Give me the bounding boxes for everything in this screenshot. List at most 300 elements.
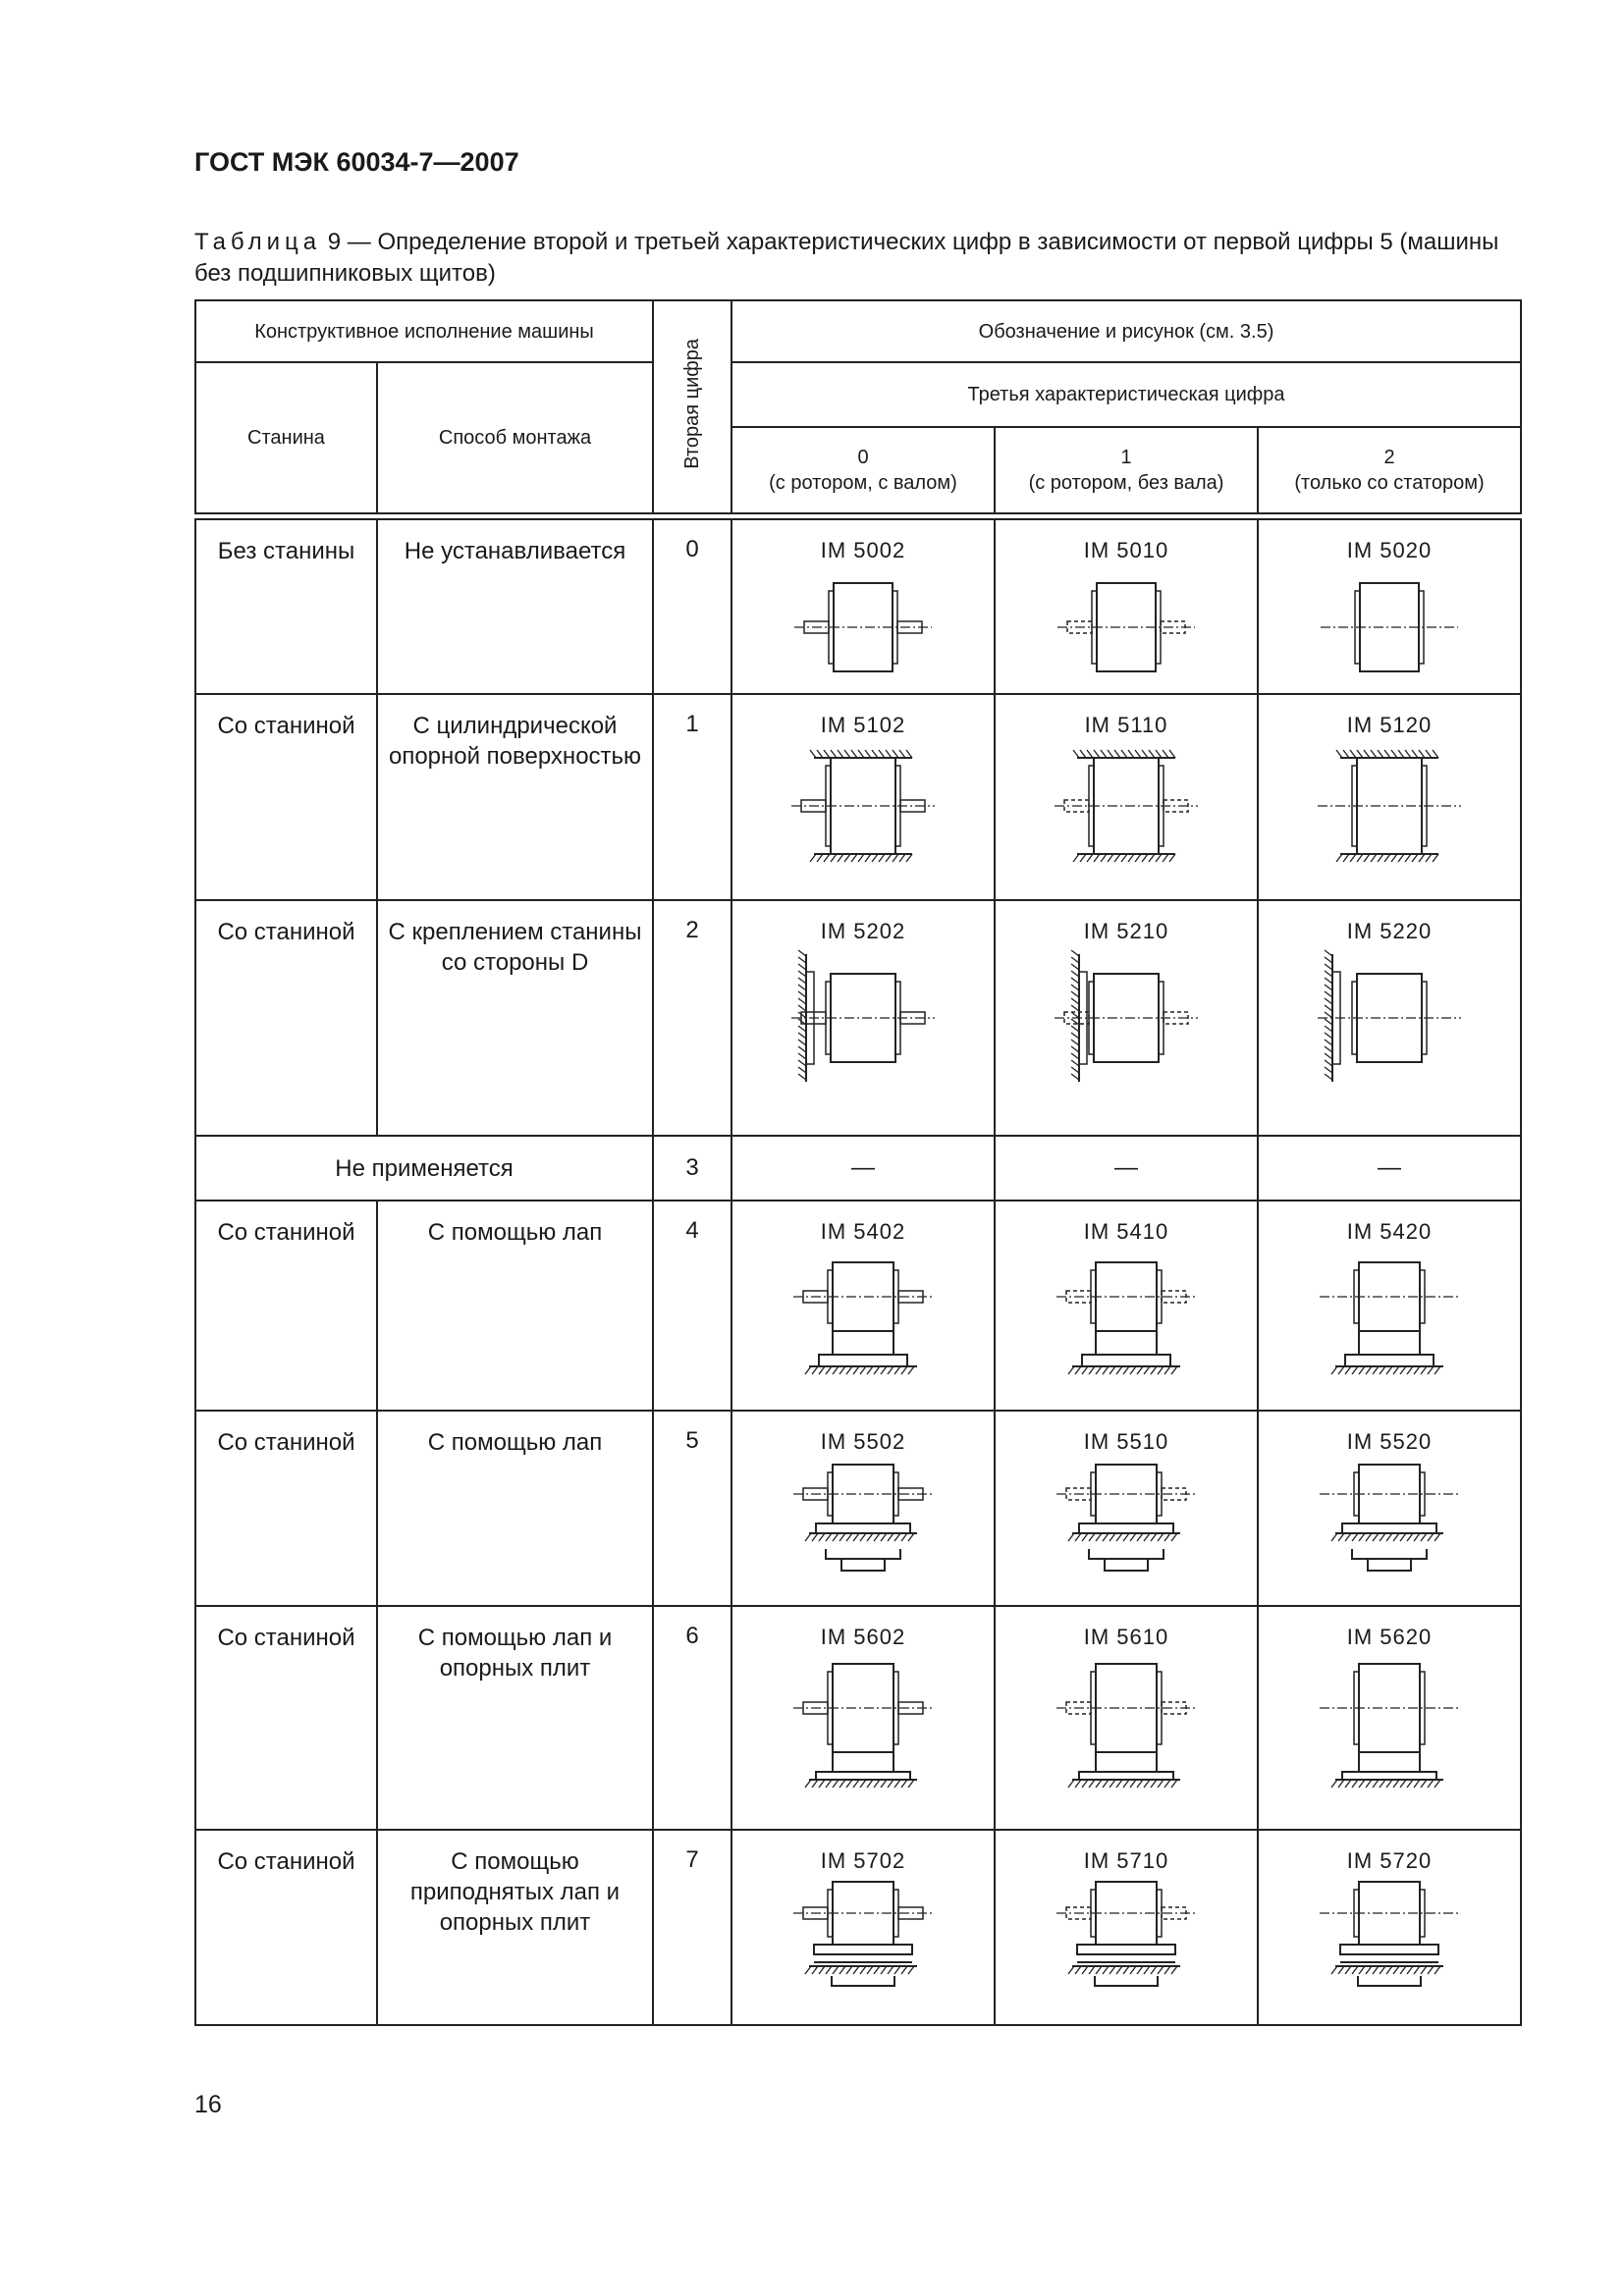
hatch-stroke: [867, 1966, 873, 1974]
hatch-stroke: [1103, 1966, 1109, 1974]
hatch-stroke: [1171, 1366, 1177, 1374]
hatch-stroke: [1373, 1780, 1379, 1788]
header-col-0-desc: (с ротором, с валом): [769, 472, 957, 494]
hatch-stroke: [1391, 854, 1397, 862]
hatch-stroke: [881, 1366, 887, 1374]
hatch-stroke: [805, 1780, 811, 1788]
hatch-stroke: [1082, 1966, 1088, 1974]
header-construction: Конструктивное исполнение машины: [195, 300, 653, 362]
digit-cell: 0: [653, 519, 731, 694]
hatch-stroke: [860, 1780, 866, 1788]
support-base: [1352, 1549, 1427, 1571]
hatch-stroke: [1071, 1046, 1079, 1052]
header-col-2: [1258, 427, 1521, 513]
hatch-stroke: [1071, 1026, 1079, 1032]
hatch-stroke: [1373, 1966, 1379, 1974]
hatch-stroke: [805, 1966, 811, 1974]
mounting-cell: С помощью приподнятых лап и опорных плит: [377, 1830, 653, 2025]
hatch-stroke: [860, 1366, 866, 1374]
hatch-stroke: [1071, 1060, 1079, 1066]
hatch-stroke: [1116, 1966, 1122, 1974]
support-base: [1358, 1976, 1421, 1986]
foot-rail: [1342, 1523, 1436, 1533]
hatch-stroke: [1068, 1780, 1074, 1788]
hatch-stroke: [839, 1366, 845, 1374]
hatch-stroke: [1338, 1966, 1344, 1974]
hatch-stroke: [1156, 750, 1162, 758]
hatch-stroke: [1116, 1366, 1122, 1374]
hatch-stroke: [798, 1012, 806, 1018]
hatch-stroke: [1151, 1780, 1157, 1788]
hatch-stroke: [798, 1046, 806, 1052]
hatch-stroke: [879, 750, 885, 758]
hatch-stroke: [1428, 1966, 1434, 1974]
im-code: IM 5402: [820, 1219, 906, 1244]
hatch-stroke: [1325, 1074, 1332, 1080]
hatch-stroke: [1338, 1366, 1344, 1374]
hatch-stroke: [1080, 854, 1086, 862]
hatch-stroke: [1380, 1533, 1385, 1541]
hatch-stroke: [1137, 1533, 1143, 1541]
hatch-stroke: [798, 978, 806, 984]
hatch-stroke: [1123, 1780, 1129, 1788]
hatch-stroke: [1071, 998, 1079, 1004]
table-caption: [194, 227, 1515, 290]
hatch-stroke: [1164, 1366, 1170, 1374]
hatch-stroke: [1325, 957, 1332, 963]
im-code: IM 5502: [820, 1429, 906, 1454]
hatch-stroke: [1128, 854, 1134, 862]
im-cell: [1258, 694, 1521, 900]
hatch-stroke: [1426, 750, 1432, 758]
hatch-stroke: [1135, 750, 1141, 758]
hatch-stroke: [798, 1053, 806, 1059]
frame-cell: Со станиной: [195, 1201, 377, 1411]
base-plate: [1342, 1772, 1436, 1780]
hatch-stroke: [798, 1040, 806, 1045]
hatch-stroke: [893, 750, 898, 758]
hatch-stroke: [819, 1533, 825, 1541]
hatch-stroke: [1428, 1366, 1434, 1374]
foot-support: [833, 1331, 893, 1355]
hatch-stroke: [1082, 1780, 1088, 1788]
hatch-stroke: [838, 750, 843, 758]
mounting-cell: С помощью лап: [377, 1201, 653, 1411]
hatch-stroke: [872, 750, 878, 758]
hatch-stroke: [1325, 1046, 1332, 1052]
hatch-stroke: [1158, 1780, 1164, 1788]
machine-diagram: [765, 1455, 961, 1582]
hatch-stroke: [1325, 1026, 1332, 1032]
table-row: [195, 1136, 1521, 1201]
hatch-stroke: [1371, 750, 1377, 758]
hatch-stroke: [1096, 1366, 1102, 1374]
hatch-stroke: [1325, 1053, 1332, 1059]
hatch-stroke: [1073, 854, 1079, 862]
hatch-stroke: [1405, 750, 1411, 758]
machine-diagram: [1291, 1455, 1488, 1582]
hatch-stroke: [798, 1033, 806, 1039]
im-code: IM 5410: [1083, 1219, 1169, 1244]
hatch-stroke: [798, 991, 806, 997]
mounting-cell: С креплением станины со стороны D: [377, 900, 653, 1136]
hatch-stroke: [846, 1780, 852, 1788]
hatch-stroke: [1421, 1966, 1427, 1974]
hatch-stroke: [1130, 1533, 1136, 1541]
im-code: IM 5120: [1346, 713, 1433, 737]
hatch-stroke: [1325, 1060, 1332, 1066]
table-row: [195, 1830, 1521, 2025]
hatch-stroke: [1325, 991, 1332, 997]
im-cell: [1258, 1830, 1521, 2025]
hatch-stroke: [1149, 750, 1155, 758]
machine-diagram: [1028, 1874, 1224, 2002]
hatch-stroke: [1142, 854, 1148, 862]
hatch-stroke: [1144, 1780, 1150, 1788]
hatch-stroke: [1094, 854, 1100, 862]
im-cell: [731, 1606, 995, 1830]
hatch-stroke: [1398, 750, 1404, 758]
hatch-stroke: [894, 1366, 900, 1374]
hatch-stroke: [867, 1780, 873, 1788]
foot-rail: [816, 1523, 910, 1533]
hatch-stroke: [1089, 1966, 1095, 1974]
hatch-stroke: [1123, 1366, 1129, 1374]
hatch-stroke: [798, 1005, 806, 1011]
im-cell: [731, 1830, 995, 2025]
hatch-stroke: [1364, 854, 1370, 862]
hatch-stroke: [819, 1366, 825, 1374]
hatch-stroke: [881, 1780, 887, 1788]
hatch-stroke: [826, 1966, 832, 1974]
hatch-stroke: [906, 854, 912, 862]
hatch-stroke: [831, 854, 837, 862]
hatch-stroke: [1380, 1966, 1385, 1974]
hatch-stroke: [1393, 1966, 1399, 1974]
machine-diagram: [765, 1650, 961, 1797]
machine-diagram: [765, 738, 961, 876]
hatch-stroke: [1110, 1966, 1115, 1974]
header-second-digit: [653, 300, 731, 513]
hatch-stroke: [851, 854, 857, 862]
hatch-stroke: [867, 1533, 873, 1541]
hatch-stroke: [1068, 1966, 1074, 1974]
hatch-stroke: [1366, 1780, 1372, 1788]
hatch-stroke: [879, 854, 885, 862]
hatch-stroke: [826, 1533, 832, 1541]
hatch-stroke: [874, 1780, 880, 1788]
not-applicable-cell: Не применяется: [195, 1136, 653, 1201]
hatch-stroke: [901, 1780, 907, 1788]
hatch-stroke: [1371, 854, 1377, 862]
hatch-stroke: [1352, 1780, 1358, 1788]
table-row: [195, 519, 1521, 694]
hatch-stroke: [1421, 1366, 1427, 1374]
hatch-stroke: [839, 1533, 845, 1541]
hatch-stroke: [798, 964, 806, 970]
digit-cell: 1: [653, 694, 731, 900]
hatch-stroke: [1325, 1019, 1332, 1025]
machine-diagram: [765, 563, 961, 689]
hatch-stroke: [1373, 1533, 1379, 1541]
hatch-stroke: [1400, 1780, 1406, 1788]
hatch-stroke: [1158, 1366, 1164, 1374]
hatch-stroke: [1164, 1533, 1170, 1541]
foot-rail: [1079, 1523, 1173, 1533]
hatch-stroke: [1398, 854, 1404, 862]
hatch-stroke: [819, 1966, 825, 1974]
hatch-stroke: [853, 1533, 859, 1541]
base-plate: [816, 1772, 910, 1780]
hatch-stroke: [798, 998, 806, 1004]
hatch-stroke: [831, 750, 837, 758]
hatch-stroke: [858, 750, 864, 758]
hatch-stroke: [1130, 1966, 1136, 1974]
machine-diagram: [1291, 1874, 1488, 2002]
hatch-stroke: [1158, 1966, 1164, 1974]
machine-diagram: [1291, 1650, 1488, 1797]
im-code: IM 5220: [1346, 919, 1433, 943]
hatch-stroke: [1359, 1966, 1365, 1974]
hatch-stroke: [1393, 1780, 1399, 1788]
base-plate: [1079, 1772, 1173, 1780]
frame-cell: Со станиной: [195, 694, 377, 900]
page-number: 16: [194, 2091, 222, 2118]
im-cell: [731, 694, 995, 900]
hatch-stroke: [1325, 950, 1332, 956]
hatch-stroke: [1393, 1366, 1399, 1374]
hatch-stroke: [1071, 957, 1079, 963]
im-code: IM 5510: [1083, 1429, 1169, 1454]
hatch-stroke: [817, 854, 823, 862]
machine-diagram: [1028, 944, 1224, 1092]
hatch-stroke: [908, 1780, 914, 1788]
hatch-stroke: [817, 750, 823, 758]
machine-diagram: [1028, 1650, 1224, 1797]
caption-text: 9 — Определение второй и третьей характеристических цифр в зависимости от первой цифры 5 (машины без подшипниковых щитов): [194, 229, 1499, 287]
digit-cell: 5: [653, 1411, 731, 1606]
hatch-stroke: [1096, 1780, 1102, 1788]
hatch-stroke: [1331, 1366, 1337, 1374]
support-base: [832, 1976, 894, 1986]
hatch-stroke: [1128, 750, 1134, 758]
frame-cell: Со станиной: [195, 1830, 377, 2025]
im-cell: [995, 900, 1258, 1136]
foot-support: [1359, 1331, 1420, 1355]
hatch-stroke: [1325, 1012, 1332, 1018]
hatch-stroke: [853, 1966, 859, 1974]
hatch-stroke: [1359, 1366, 1365, 1374]
hatch-stroke: [1080, 750, 1086, 758]
im-code: IM 5520: [1346, 1429, 1433, 1454]
hatch-stroke: [798, 985, 806, 990]
hatch-stroke: [1075, 1780, 1081, 1788]
hatch-stroke: [874, 1533, 880, 1541]
hatch-stroke: [1171, 1966, 1177, 1974]
hatch-stroke: [888, 1966, 893, 1974]
foot-support: [1096, 1331, 1157, 1355]
hatch-stroke: [1101, 750, 1107, 758]
hatch-stroke: [1151, 1366, 1157, 1374]
hatch-stroke: [1357, 750, 1363, 758]
hatch-stroke: [798, 1074, 806, 1080]
hatch-stroke: [1114, 750, 1120, 758]
header-col-0-num: 0: [857, 447, 869, 468]
hatch-stroke: [1435, 1533, 1440, 1541]
hatch-stroke: [1433, 854, 1438, 862]
hatch-stroke: [1103, 1533, 1109, 1541]
hatch-stroke: [1121, 854, 1127, 862]
im-code: IM 5620: [1346, 1625, 1433, 1649]
hatch-stroke: [826, 1366, 832, 1374]
foot-support: [1096, 1752, 1157, 1772]
hatch-stroke: [1082, 1533, 1088, 1541]
hatch-stroke: [851, 750, 857, 758]
hatch-stroke: [1071, 1053, 1079, 1059]
hatch-stroke: [844, 854, 850, 862]
machine-diagram: [765, 1874, 961, 2002]
hatch-stroke: [886, 750, 892, 758]
digit-cell: 6: [653, 1606, 731, 1830]
hatch-stroke: [798, 1026, 806, 1032]
hatch-stroke: [893, 854, 898, 862]
hatch-stroke: [1378, 750, 1383, 758]
hatch-stroke: [1414, 1780, 1420, 1788]
hatch-stroke: [908, 1533, 914, 1541]
hatch-stroke: [901, 1533, 907, 1541]
im-cell: [1258, 900, 1521, 1136]
mounting-cell: С помощью лап: [377, 1411, 653, 1606]
hatch-stroke: [1089, 1533, 1095, 1541]
hatch-stroke: [1345, 1780, 1351, 1788]
hatch-stroke: [1407, 1366, 1413, 1374]
hatch-stroke: [865, 750, 871, 758]
hatch-stroke: [1435, 1366, 1440, 1374]
table-row: [195, 900, 1521, 1136]
hatch-stroke: [1435, 1966, 1440, 1974]
foot-support: [833, 1752, 893, 1772]
hatch-stroke: [1435, 1780, 1440, 1788]
hatch-stroke: [1380, 1780, 1385, 1788]
hatch-stroke: [1343, 750, 1349, 758]
hatch-stroke: [1130, 1366, 1136, 1374]
hatch-stroke: [1364, 750, 1370, 758]
hatch-stroke: [824, 750, 830, 758]
hatch-stroke: [805, 1533, 811, 1541]
hatch-stroke: [1071, 1040, 1079, 1045]
hatch-stroke: [1108, 750, 1113, 758]
dash-cell: —: [1258, 1136, 1521, 1201]
im-cell: [1258, 1201, 1521, 1411]
hatch-stroke: [886, 854, 892, 862]
hatch-stroke: [839, 1966, 845, 1974]
mounting-cell: С помощью лап и опорных плит: [377, 1606, 653, 1830]
hatch-stroke: [1116, 1780, 1122, 1788]
hatch-stroke: [798, 1060, 806, 1066]
hatch-stroke: [1073, 750, 1079, 758]
hatch-stroke: [1428, 1780, 1434, 1788]
hatch-stroke: [901, 1366, 907, 1374]
hatch-stroke: [874, 1366, 880, 1374]
im-cell: [995, 1606, 1258, 1830]
hatch-stroke: [1071, 991, 1079, 997]
im-cell: [1258, 1606, 1521, 1830]
hatch-stroke: [1096, 1966, 1102, 1974]
im-cell: [731, 519, 995, 694]
hatch-stroke: [833, 1533, 839, 1541]
raised-foot: [1077, 1945, 1175, 1954]
im-code: IM 5710: [1083, 1848, 1169, 1873]
digit-cell: 3: [653, 1136, 731, 1201]
hatch-stroke: [826, 1780, 832, 1788]
mounting-cell: С цилиндрической опорной поверхностью: [377, 694, 653, 900]
hatch-stroke: [1071, 971, 1079, 977]
hatch-stroke: [839, 1780, 845, 1788]
hatch-stroke: [1130, 1780, 1136, 1788]
hatch-stroke: [1407, 1533, 1413, 1541]
hatch-stroke: [1144, 1533, 1150, 1541]
hatch-stroke: [1357, 854, 1363, 862]
hatch-stroke: [906, 750, 912, 758]
frame-cell: Со станиной: [195, 1606, 377, 1830]
machine-diagram: [1028, 1455, 1224, 1582]
hatch-stroke: [1137, 1780, 1143, 1788]
document-title: ГОСТ МЭК 60034-7—2007: [194, 147, 519, 177]
machine-diagram: [765, 944, 961, 1092]
im-code: IM 5420: [1346, 1219, 1433, 1244]
support-base: [1095, 1976, 1158, 1986]
hatch-stroke: [1366, 1966, 1372, 1974]
hatch-stroke: [1336, 854, 1342, 862]
table-row: [195, 1201, 1521, 1411]
hatch-stroke: [1419, 750, 1425, 758]
hatch-stroke: [1171, 1780, 1177, 1788]
support-base: [1089, 1549, 1164, 1571]
hatch-stroke: [899, 750, 905, 758]
im-cell: [731, 1201, 995, 1411]
hatch-stroke: [1407, 1780, 1413, 1788]
table-row: [195, 1411, 1521, 1606]
foot-plate: [1345, 1355, 1434, 1366]
machine-diagram: [1028, 1245, 1224, 1382]
foot-plate: [1082, 1355, 1170, 1366]
machine-diagram: [765, 1245, 961, 1382]
header-col-1-desc: (с ротором, без вала): [1028, 472, 1224, 494]
im-cell: [731, 1411, 995, 1606]
hatch-stroke: [812, 1780, 818, 1788]
hatch-stroke: [844, 750, 850, 758]
mounting-cell: Не устанавливается: [377, 519, 653, 694]
hatch-stroke: [1135, 854, 1141, 862]
dash-cell: —: [731, 1136, 995, 1201]
hatch-stroke: [1169, 750, 1175, 758]
hatch-stroke: [1338, 1780, 1344, 1788]
hatch-stroke: [1110, 1533, 1115, 1541]
hatch-stroke: [1366, 1366, 1372, 1374]
hatch-stroke: [838, 854, 843, 862]
hatch-stroke: [1103, 1780, 1109, 1788]
hatch-stroke: [1338, 1533, 1344, 1541]
hatch-stroke: [798, 1067, 806, 1073]
hatch-stroke: [812, 1533, 818, 1541]
hatch-stroke: [894, 1533, 900, 1541]
digit-cell: 4: [653, 1201, 731, 1411]
hatch-stroke: [1400, 1966, 1406, 1974]
hatch-stroke: [888, 1366, 893, 1374]
table-row: [195, 694, 1521, 900]
header-col-0: [731, 427, 995, 513]
hatch-stroke: [1331, 1533, 1337, 1541]
